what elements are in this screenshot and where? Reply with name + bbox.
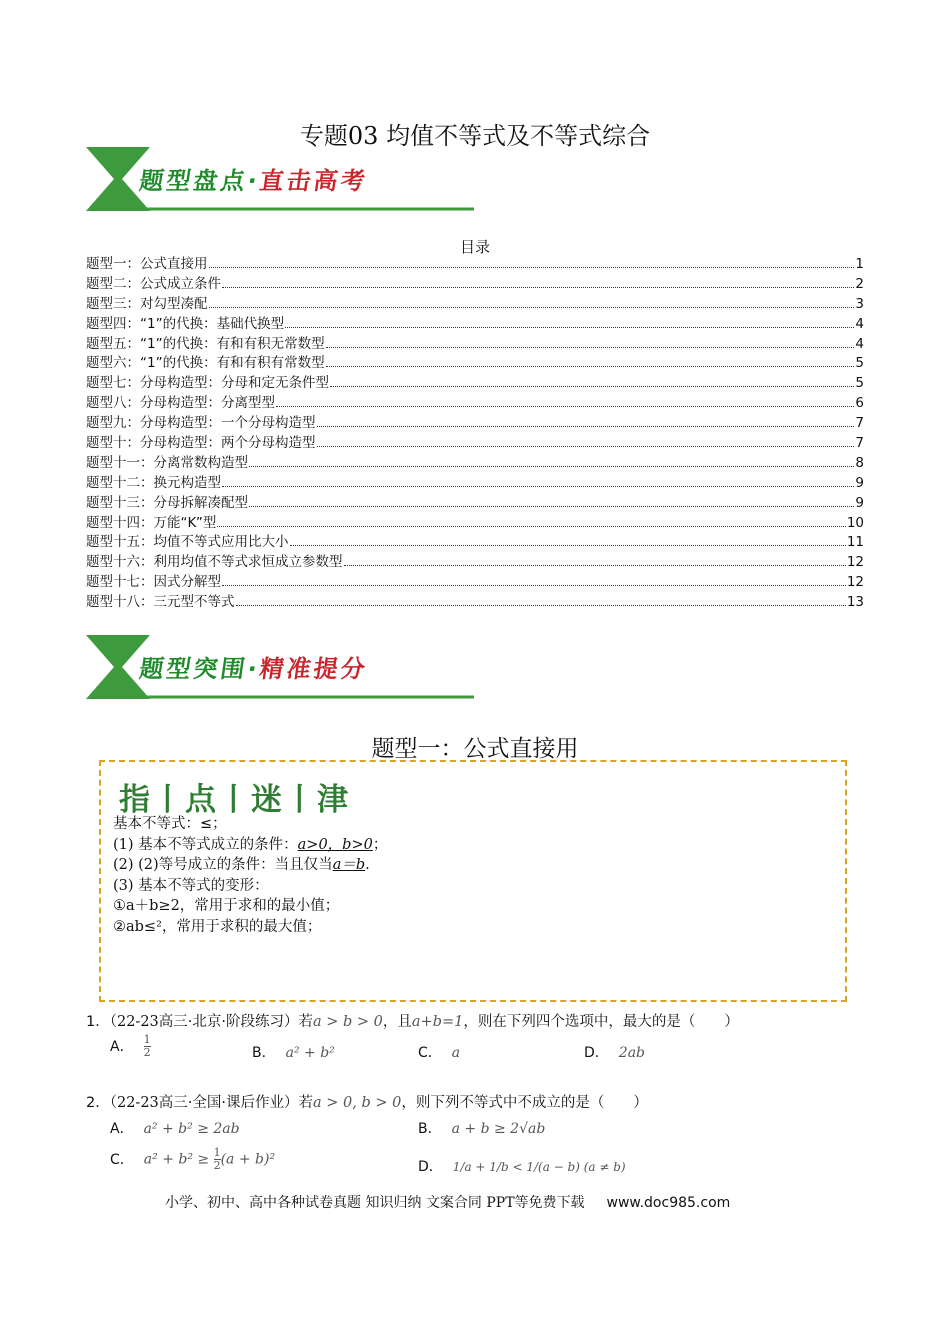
toc-entry-page: 1 [855, 256, 864, 272]
question-1-option-d: D． 2ab [584, 1045, 645, 1061]
toc-entry-page: 11 [846, 534, 864, 551]
question-2-option-d: D． 1/a + 1/b < 1/(a − b) (a ≠ b) [418, 1159, 626, 1175]
toc-entry[interactable] [86, 354, 864, 374]
question-1-option-a: A． $\frac{1}{2}$ [110, 1033, 151, 1059]
toc-leader-dots [249, 506, 854, 507]
toc-leader-dots [276, 406, 854, 407]
tips-box [99, 760, 847, 1002]
tips-heading: 指丨点丨迷丨津 [119, 782, 350, 818]
tips-line: ①a＋b≥2，常用于求和的最小值； [113, 898, 340, 914]
toc-leader-dots [317, 446, 855, 447]
toc-entry[interactable] [86, 593, 864, 613]
question-2-option-b: B． a + b ≥ 2√ab [418, 1121, 546, 1137]
tips-content [113, 814, 387, 937]
toc-entry-page: 9 [855, 494, 864, 511]
question-1-option-c: C． a [418, 1045, 461, 1061]
toc-entry[interactable] [86, 394, 864, 414]
toc-entry-page: 10 [846, 514, 864, 531]
toc-entry-title: 题型一：公式直接用 [86, 256, 208, 272]
toc-leader-dots [326, 347, 855, 348]
document-title: 专题03 均值不等式及不等式综合 [299, 122, 651, 150]
toc-leader-dots [222, 585, 846, 586]
toc-entry-page: 4 [855, 335, 864, 352]
toc-entry[interactable] [86, 414, 864, 434]
banner-practice [86, 635, 476, 699]
toc-entry[interactable] [86, 494, 864, 514]
toc-entry-title: 题型十二：换元构造型 [86, 474, 221, 491]
banner-label: 题型突围·精准提分 [137, 655, 370, 683]
toc-entry[interactable] [86, 514, 864, 534]
tips-line: (2) (2)等号成立的条件：当且仅当a＝b. [113, 857, 370, 873]
toc-entry-title: 题型二：公式成立条件 [86, 275, 221, 292]
toc-entry-title: 题型十一：分离常数构造型 [86, 454, 248, 471]
toc-leader-dots [236, 605, 846, 606]
banner-overview [86, 147, 476, 211]
toc-entry-title: 题型六：“1”的代换：有和有积有常数型 [86, 355, 325, 372]
toc-entry-page: 9 [855, 474, 864, 491]
page-footer [165, 1192, 730, 1212]
question-2-option-a: A． a² + b² ≥ 2ab [110, 1121, 240, 1137]
toc-entry-title: 题型十八：三元型不等式 [86, 594, 235, 611]
toc-leader-dots [217, 526, 845, 527]
toc-entry[interactable] [86, 454, 864, 474]
toc-entry-page: 5 [855, 375, 864, 392]
toc-entry-page: 12 [846, 554, 864, 571]
toc-entry-page: 13 [846, 594, 864, 611]
tips-line: ②ab≤²，常用于求积的最大值； [113, 918, 322, 935]
toc-entry[interactable] [86, 474, 864, 494]
toc-heading: 目录 [459, 238, 490, 256]
toc-entry-page: 7 [855, 415, 864, 432]
toc-entry[interactable] [86, 295, 864, 315]
toc-entry-title: 题型七：分母构造型：分母和定无条件型 [86, 375, 329, 392]
toc-leader-dots [209, 307, 855, 308]
question-2-option-c: C． a² + b² ≥ $\frac{1}{2}$ (a + b)² [110, 1146, 276, 1172]
question-1-option-b: B． a² + b² [252, 1045, 335, 1061]
toc-entry-title: 题型三：对勾型凑配 [86, 295, 208, 312]
toc-leader-dots [290, 545, 846, 546]
toc-entry-title: 题型十四：万能“K”型 [86, 514, 217, 531]
toc-entry-title: 题型十三：分母拆解凑配型 [86, 494, 248, 511]
tips-line: 基本不等式：≤； [113, 816, 227, 832]
tips-line: (1) 基本不等式成立的条件：a>0，b>0； [113, 836, 388, 853]
toc-leader-dots [326, 366, 855, 367]
toc-entry-title: 题型九：分母构造型：一个分母构造型 [86, 415, 316, 432]
toc-entry[interactable] [86, 533, 864, 553]
toc-entry-page: 8 [855, 454, 864, 471]
toc-leader-dots [222, 486, 854, 487]
toc-entry[interactable] [86, 374, 864, 394]
toc-entry[interactable] [86, 255, 864, 275]
banner-label: 题型盘点·直击高考 [137, 167, 370, 195]
toc-entry[interactable] [86, 335, 864, 355]
toc-entry[interactable] [86, 553, 864, 573]
toc-entry[interactable] [86, 275, 864, 295]
toc-leader-dots [209, 267, 855, 268]
toc-leader-dots [222, 287, 854, 288]
tips-line: (3) 基本不等式的变形： [113, 877, 269, 894]
toc-entry-title: 题型十：分母构造型：两个分母构造型 [86, 435, 316, 452]
toc-leader-dots [249, 466, 854, 467]
footer-url[interactable]: www.doc985.com [606, 1195, 731, 1211]
question-1: 1．（22-23高三·北京·阶段练习）若a > b > 0，且a+b=1，则在下列四个选项中，最大的是（ ） [86, 1014, 739, 1030]
toc-leader-dots [344, 565, 846, 566]
toc-leader-dots [317, 426, 855, 427]
toc-entry-title: 题型五：“1”的代换：有和有积无常数型 [86, 335, 325, 352]
toc-leader-dots [285, 327, 854, 328]
toc-entry-page: 7 [855, 435, 864, 452]
toc-entry-page: 3 [855, 295, 864, 312]
toc-entry-page: 4 [855, 315, 864, 332]
footer-text: 小学、初中、高中各种试卷真题 知识归纳 文案合同 PPT等免费下载 [165, 1195, 585, 1211]
toc-entry-title: 题型八：分母构造型：分离型型 [86, 395, 275, 412]
toc-entry-title: 题型十五：均值不等式应用比大小 [86, 534, 289, 551]
toc-entry-title: 题型十六：利用均值不等式求恒成立参数型 [86, 554, 343, 571]
question-2: 2．（22-23高三·全国·课后作业）若a > 0, b > 0，则下列不等式中不成立的是（ ） [86, 1095, 648, 1111]
toc-entry[interactable] [86, 315, 864, 335]
toc-entry-page: 6 [855, 395, 864, 412]
section-title: 题型一：公式直接用 [371, 736, 579, 762]
toc-entry-page: 5 [855, 355, 864, 372]
table-of-contents [86, 255, 864, 613]
toc-entry-title: 题型十七：因式分解型 [86, 574, 221, 591]
toc-entry[interactable] [86, 573, 864, 593]
toc-entry-page: 2 [855, 275, 864, 292]
toc-entry-page: 12 [846, 574, 864, 591]
toc-entry[interactable] [86, 434, 864, 454]
toc-entry-title: 题型四：“1”的代换：基础代换型 [86, 315, 285, 332]
toc-leader-dots [330, 386, 854, 387]
